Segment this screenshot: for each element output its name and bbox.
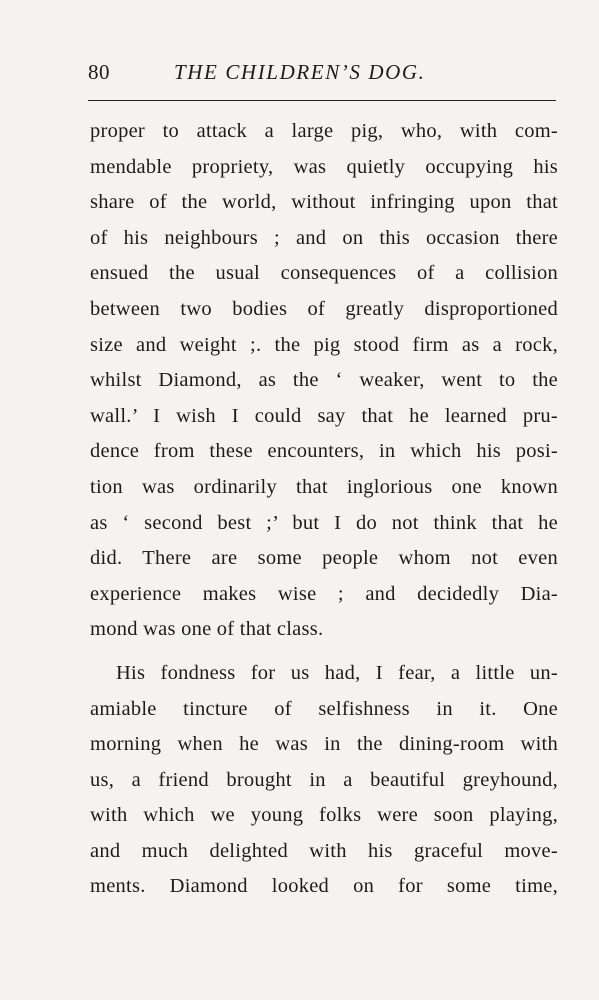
paragraph-2: [90, 656, 558, 905]
text-line: mond was one of that class.: [90, 618, 324, 641]
paragraph-1: [90, 114, 558, 648]
text-line: ments. Diamond looked on for some time,: [90, 875, 558, 898]
text-line: His fondness for us had, I fear, a little un-: [116, 661, 558, 684]
text-line: with which we young folks were soon playing,: [90, 804, 558, 827]
running-head: [88, 60, 558, 94]
text-line: as ‘ second best ;’ but I do not think that he: [90, 511, 558, 534]
text-line: mendable propriety, was quietly occupying his: [90, 155, 558, 178]
text-line: morning when he was in the dining-room with: [90, 733, 558, 756]
text-line: experience makes wise ; and decidedly Dia-: [90, 582, 558, 605]
text-line: us, a friend brought in a beautiful greyhound,: [90, 768, 558, 791]
text-line: and much delighted with his graceful move-: [90, 839, 558, 862]
running-title: THE CHILDREN’S DOG.: [174, 60, 426, 84]
text-line: whilst Diamond, as the ‘ weaker, went to the: [90, 369, 558, 392]
text-line: size and weight ;. the pig stood firm as a rock,: [90, 333, 558, 356]
text-line: of his neighbours ; and on this occasion there: [90, 226, 558, 249]
text-line: amiable tincture of selfishness in it. One: [90, 697, 558, 720]
text-line: proper to attack a large pig, who, with com-: [90, 120, 558, 142]
header-rule: [88, 100, 556, 101]
text-line: share of the world, without infringing upon that: [90, 191, 558, 214]
page-number: 80: [88, 60, 110, 84]
paragraph-gap: [90, 648, 558, 656]
text-line: between two bodies of greatly disproportioned: [90, 297, 558, 320]
text-line: tion was ordinarily that inglorious one known: [90, 475, 558, 498]
text-line: did. There are some people whom not even: [90, 547, 558, 570]
text-line: dence from these encounters, in which his posi-: [90, 440, 558, 463]
body-text: [90, 114, 558, 905]
text-line: ensued the usual consequences of a collision: [90, 262, 558, 285]
text-line: wall.’ I wish I could say that he learned pru-: [90, 404, 558, 427]
